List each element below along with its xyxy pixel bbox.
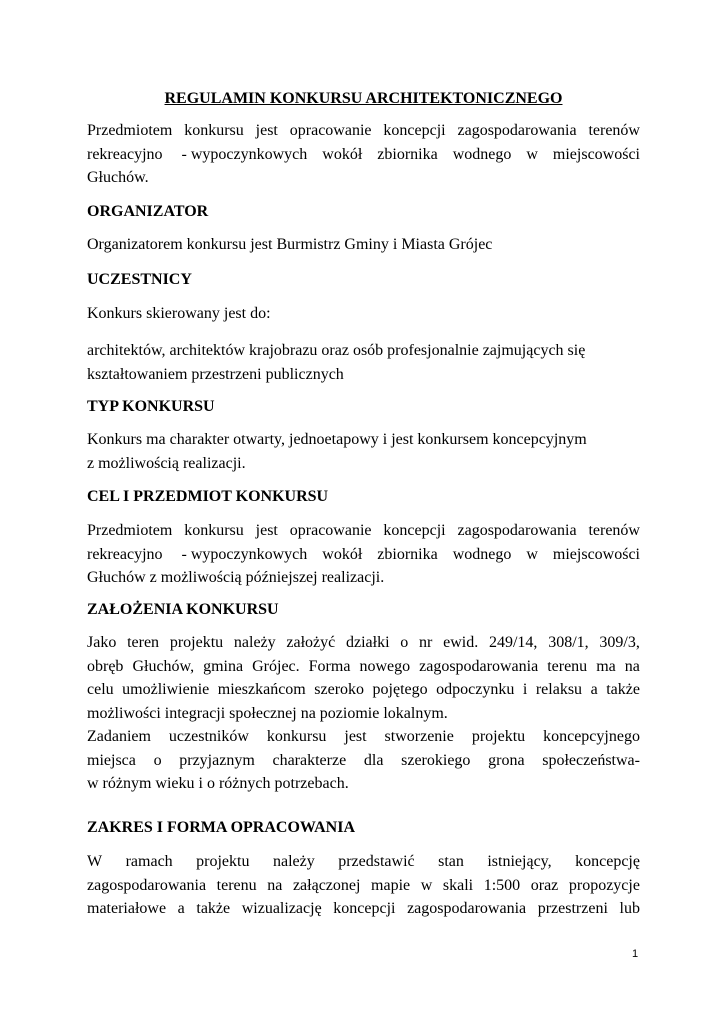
word: wodnego xyxy=(452,545,512,563)
word: wokół xyxy=(322,545,363,563)
word: Przedmiotem xyxy=(87,122,173,139)
word: zagospodarowania xyxy=(87,876,207,894)
word: miejsca xyxy=(87,751,136,769)
heading-cel: CEL I PRZEDMIOT KONKURSU xyxy=(87,488,329,505)
word: ewid. xyxy=(443,634,479,651)
word: terenu xyxy=(547,657,588,675)
intro-line-3: Głuchów. xyxy=(87,169,149,186)
word: koncepcyjnego xyxy=(543,728,640,745)
zalozenia-line-5 xyxy=(87,725,640,749)
zakres-paragraph xyxy=(87,850,640,921)
word: w xyxy=(526,145,538,163)
word: o xyxy=(400,634,409,651)
cel-line-3: Głuchów z możliwością późniejszej realizacji. xyxy=(87,569,385,586)
zalozenia-paragraph xyxy=(87,631,640,796)
word: Jako xyxy=(87,634,117,651)
word: jest xyxy=(255,522,278,539)
word: zbiornika xyxy=(377,145,438,163)
word: istniejący, xyxy=(487,853,552,870)
word: stan xyxy=(438,853,464,870)
intro-paragraph xyxy=(87,119,640,190)
zalozenia-line-1 xyxy=(87,631,640,655)
word: 249/14, xyxy=(488,634,538,651)
word: konkursu xyxy=(184,122,244,139)
word: także xyxy=(606,681,640,698)
word: charakterze xyxy=(272,751,347,769)
word: pojętego xyxy=(372,681,428,698)
word: terenu xyxy=(216,876,257,894)
heading-zakres: ZAKRES I FORMA OPRACOWANIA xyxy=(87,819,356,836)
word: projektu xyxy=(196,853,250,870)
word: stworzenie xyxy=(384,728,454,745)
word: skali xyxy=(442,876,474,894)
word: Zadaniem xyxy=(87,728,151,745)
word: założyć xyxy=(286,634,336,651)
cel-line-2 xyxy=(87,543,640,567)
zalozenia-line-3 xyxy=(87,678,640,702)
zakres-line-3 xyxy=(87,897,640,921)
zalozenia-line-7: w różnym wieku i o różnych potrzebach. xyxy=(87,775,349,792)
word: oraz xyxy=(530,876,559,894)
word: o xyxy=(153,751,162,769)
organizator-text xyxy=(87,233,640,257)
word: Przedmiotem xyxy=(87,522,173,539)
word: terenów xyxy=(588,522,640,539)
word: miejscowości xyxy=(552,545,640,563)
word: 1:500 xyxy=(483,876,521,894)
word: w xyxy=(420,876,433,894)
word: jest xyxy=(344,728,367,745)
intro-line-1 xyxy=(87,119,640,143)
word: zagospodarowania xyxy=(407,900,527,917)
uczestnicy-text xyxy=(87,339,640,386)
word: Forma xyxy=(308,657,351,675)
word: miejscowości xyxy=(552,145,640,163)
word: przedstawić xyxy=(338,853,415,870)
word: obręb xyxy=(87,657,124,675)
zakres-line-1 xyxy=(87,850,640,874)
word: zagospodarowania xyxy=(419,657,539,675)
word: - wypoczynkowych xyxy=(177,145,308,163)
word: relaksu xyxy=(535,681,583,698)
word: nr xyxy=(419,634,433,651)
uczestnicy-intro xyxy=(87,302,640,326)
uczestnicy-line-2: kształtowaniem przestrzeni publicznych xyxy=(87,365,344,383)
word: projektu xyxy=(471,728,526,745)
zakres-line-2 xyxy=(87,874,640,898)
word: mapie xyxy=(371,876,411,894)
word: uczestników xyxy=(168,728,249,745)
word: projektu xyxy=(169,634,224,651)
word: jest xyxy=(255,122,278,139)
word: należy xyxy=(272,853,315,870)
word: lub xyxy=(619,900,640,917)
word: zagospodarowania xyxy=(457,522,577,539)
word: przyjaznym xyxy=(179,751,255,769)
word: wizualizację xyxy=(241,900,322,917)
word: materiałowe xyxy=(87,900,167,917)
word: mieszkańcom xyxy=(217,681,306,698)
word: ma xyxy=(596,657,616,675)
heading-uczestnicy: UCZESTNICY xyxy=(87,271,192,288)
word: a xyxy=(590,681,598,698)
uczestnicy-line-1: architektów, architektów krajobrazu oraz osób profesjonalnie zajmujących się xyxy=(87,342,586,359)
word: gmina xyxy=(203,657,244,675)
word: zagospodarowania xyxy=(457,122,577,139)
word: celu xyxy=(87,681,114,698)
word: szerokiego xyxy=(401,751,471,769)
intro-line-2 xyxy=(87,143,640,167)
word: opracowanie xyxy=(289,522,372,539)
word: należy xyxy=(233,634,276,651)
word: W xyxy=(87,853,103,870)
word: na xyxy=(624,657,640,675)
word: działki xyxy=(346,634,390,651)
word: koncepcji xyxy=(333,900,396,917)
word: teren xyxy=(127,634,160,651)
word: koncepcji xyxy=(383,122,446,139)
word: szeroko xyxy=(314,681,365,698)
word: ramach xyxy=(125,853,173,870)
zalozenia-line-6 xyxy=(87,749,640,773)
organizator-line: Organizatorem konkursu jest Burmistrz Gminy i Miasta Grójec xyxy=(87,236,493,253)
word: rekreacyjno xyxy=(87,145,163,163)
word: koncepcji xyxy=(383,522,446,539)
word: 308/1, xyxy=(548,634,589,651)
word: Głuchów, xyxy=(132,657,195,675)
word: konkursu xyxy=(184,522,244,539)
typ-line-2: z możliwością realizacji. xyxy=(87,454,246,472)
zalozenia-line-2 xyxy=(87,655,640,679)
word: a xyxy=(177,900,185,917)
cel-paragraph xyxy=(87,519,640,590)
word: społeczeństwa- xyxy=(542,751,640,769)
word: propozycje xyxy=(568,876,640,894)
heading-zalozenia: ZAŁOŻENIA KONKURSU xyxy=(87,601,279,618)
uczestnicy-intro-line: Konkurs skierowany jest do: xyxy=(87,305,271,322)
cel-line-1 xyxy=(87,519,640,543)
heading-typ-konkursu: TYP KONKURSU xyxy=(87,398,215,415)
document-title: REGULAMIN KONKURSU ARCHITEKTONICZNEGO xyxy=(164,90,563,107)
typ-text xyxy=(87,428,640,475)
word: konkursu xyxy=(266,728,327,745)
word: umożliwienie xyxy=(122,681,210,698)
word: koncepcję xyxy=(575,853,640,870)
word: dla xyxy=(363,751,384,769)
word: zbiornika xyxy=(377,545,438,563)
word: także xyxy=(196,900,231,917)
word: opracowanie xyxy=(289,122,372,139)
typ-line-1: Konkurs ma charakter otwarty, jednoetapowy i jest konkursem koncepcyjnym xyxy=(87,431,587,448)
word: 309/3, xyxy=(599,634,640,651)
heading-organizator: ORGANIZATOR xyxy=(87,203,209,220)
word: załączonej xyxy=(292,876,361,894)
word: wokół xyxy=(322,145,363,163)
word: odpoczynku xyxy=(436,681,515,698)
word: przestrzeni xyxy=(537,900,608,917)
word: na xyxy=(267,876,283,894)
word: terenów xyxy=(588,122,640,139)
word: grona xyxy=(488,751,525,769)
word: - wypoczynkowych xyxy=(177,545,308,563)
word: w xyxy=(526,545,538,563)
word: rekreacyjno xyxy=(87,545,163,563)
word: wodnego xyxy=(452,145,512,163)
word: nowego xyxy=(359,657,411,675)
zalozenia-line-4: możliwości integracji społecznej na poziomie lokalnym. xyxy=(87,704,448,722)
word: i xyxy=(522,681,528,698)
word: Grójec. xyxy=(252,657,300,675)
page-number: 1 xyxy=(632,948,639,960)
